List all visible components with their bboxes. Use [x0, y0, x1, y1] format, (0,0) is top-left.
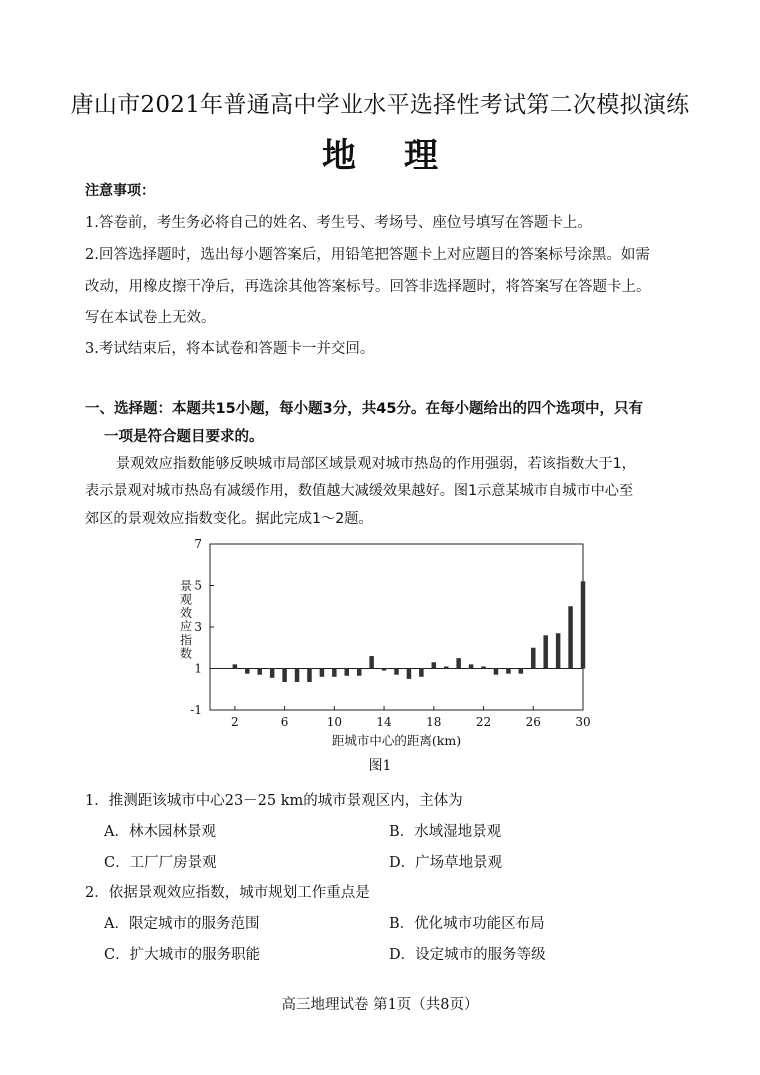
x-tick-label: 22: [475, 715, 492, 729]
bar-29: [568, 606, 573, 668]
y-tick-label: 7: [194, 537, 202, 551]
landscape-index-chart: [170, 532, 600, 752]
x-tick-label: 26: [525, 715, 541, 729]
passage-line: 表示景观对城市热岛有减缓作用，数值越大减缓效果越好。图1示意某城市自城市中心至: [85, 483, 634, 499]
bar-21: [469, 664, 474, 668]
y-tick-label: 3: [194, 620, 202, 634]
y-tick-label: 5: [194, 578, 202, 593]
x-tick-label: 6: [280, 715, 289, 729]
figure-caption: 图1: [368, 758, 392, 774]
y-tick-label: 1: [194, 661, 202, 676]
bar-27: [543, 635, 548, 668]
bar-2: [233, 664, 238, 668]
y-axis-label-char: 指: [179, 633, 193, 647]
bar-11: [345, 669, 350, 676]
y-axis-label-char: 观: [179, 592, 193, 607]
bar-16: [407, 669, 412, 679]
bar-14: [382, 669, 387, 671]
bar-18: [432, 662, 437, 668]
y-axis-label-char: 景: [179, 579, 193, 593]
bar-30: [581, 581, 586, 668]
option-d: D．设定城市的服务等级: [389, 947, 546, 963]
notice-line: 改动，用橡皮擦干净后，再选涂其他答案标号。回答非选择题时，将答案写在答题卡上。: [85, 279, 651, 295]
bar-22: [481, 666, 486, 668]
bar-9: [320, 669, 325, 677]
passage-line: 郊区的景观效应指数变化。据此完成1～2题。: [85, 511, 373, 527]
page-footer: 高三地理试卷 第1页（共8页）: [281, 997, 479, 1013]
exam-title: 唐山市2021年普通高中学业水平选择性考试第二次模拟演练: [70, 92, 690, 118]
bar-23: [494, 669, 499, 675]
bar-20: [456, 658, 461, 668]
bar-4: [257, 669, 262, 675]
bar-26: [531, 648, 536, 669]
notice-line: 3.考试结束后，将本试卷和答题卡一并交回。: [85, 341, 375, 357]
bar-25: [519, 669, 524, 674]
x-axis-label: 距城市中心的距离(km): [331, 733, 462, 748]
bar-17: [419, 669, 424, 677]
bar-8: [307, 669, 312, 682]
y-axis-label-char: 应: [179, 619, 193, 634]
bar-6: [282, 669, 287, 682]
bar-3: [245, 669, 250, 674]
x-tick-label: 10: [326, 715, 342, 729]
bar-15: [394, 669, 399, 675]
bar-24: [506, 669, 511, 674]
x-tick-label: 14: [376, 715, 392, 729]
x-tick-label: 18: [426, 715, 442, 729]
y-tick-label: -1: [190, 703, 202, 717]
bar-13: [369, 656, 374, 668]
bar-5: [270, 669, 275, 678]
question-stem: 2．依据景观效应指数，城市规划工作重点是: [85, 885, 370, 901]
subject-title: 地理: [322, 136, 486, 176]
option-b: B．水域湿地景观: [389, 824, 502, 840]
question-stem: 1．推测距该城市中心23－25 km的城市景观区内，主体为: [85, 793, 463, 809]
option-a: A．林木园林景观: [104, 824, 216, 840]
option-c: C．工厂厂房景观: [104, 855, 217, 871]
x-tick-label: 2: [231, 715, 239, 729]
section-heading-cont: 一项是符合题目要求的。: [104, 429, 264, 445]
bar-7: [295, 669, 300, 682]
option-b: B．优化城市功能区布局: [389, 916, 545, 932]
section-heading: 一、选择题：本题共15小题，每小题3分，共45分。在每小题给出的四个选项中，只有: [85, 401, 643, 417]
notice-line: 2.回答选择题时，选出每小题答案后，用铅笔把答题卡上对应题目的答案标号涂黑。如需: [85, 247, 650, 263]
option-c: C．扩大城市的服务职能: [104, 947, 261, 963]
passage-line: 景观效应指数能够反映城市局部区域景观对城市热岛的作用强弱，若该指数大于1，: [116, 456, 636, 472]
bar-12: [357, 669, 362, 676]
bar-19: [444, 666, 449, 668]
notice-line: 1.答卷前，考生务必将自己的姓名、考生号、考场号、座位号填写在答题卡上。: [85, 215, 592, 231]
y-axis-label-char: 数: [179, 646, 193, 661]
y-axis-label-char: 效: [179, 606, 193, 620]
x-tick-label: 30: [575, 715, 591, 729]
bar-10: [332, 669, 337, 677]
plot-frame: [210, 544, 583, 710]
bar-28: [556, 633, 561, 668]
notice-line: 写在本试卷上无效。: [85, 310, 216, 326]
option-a: A．限定城市的服务范围: [104, 916, 260, 932]
option-d: D．广场草地景观: [389, 855, 503, 871]
notice-heading: 注意事项：: [85, 183, 155, 199]
